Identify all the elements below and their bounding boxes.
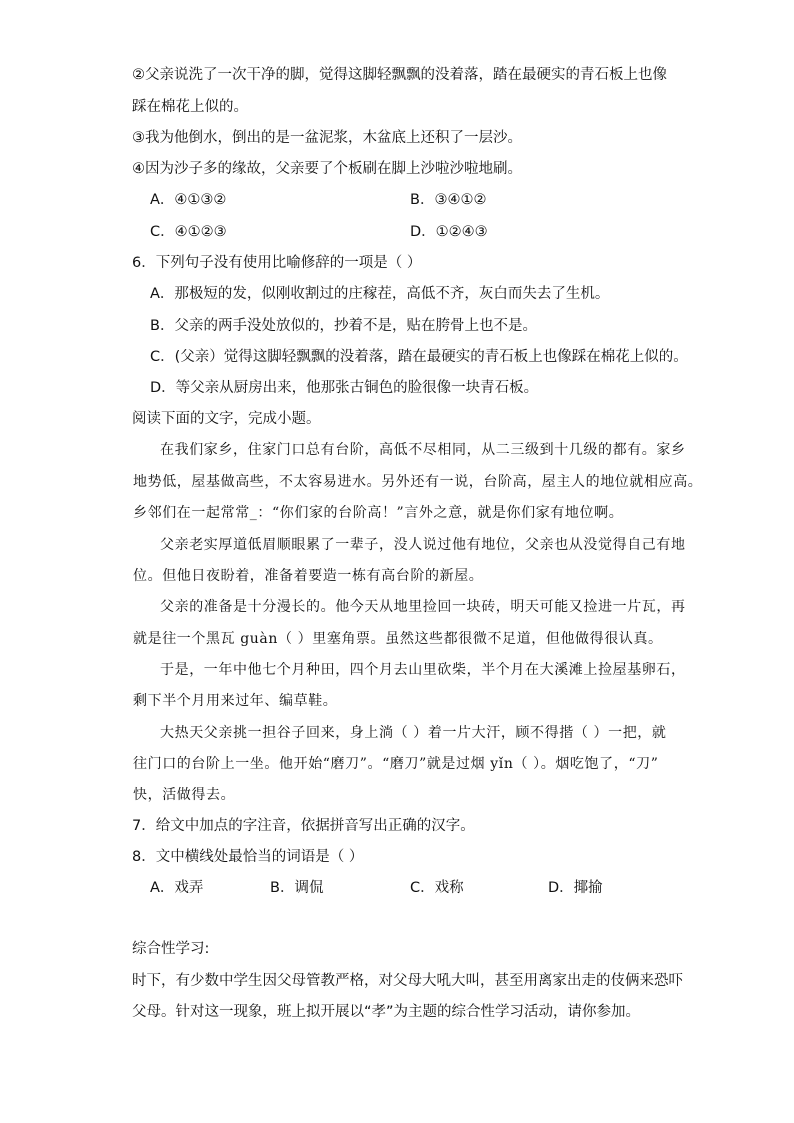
passage-line: 往门口的台阶上一坐。他开始“磨刀”。“磨刀”就是过烟 yǐn（ ）。烟吃饱了，“刀” (133, 756, 659, 772)
passage-line: 乡邻们在一起常常_：“你们家的台阶高！”言外之意，就是你们家有地位啊。 (133, 505, 624, 521)
reading-intro: 阅读下面的文字，完成小题。 (132, 411, 321, 427)
q5-option-d[interactable]: D．①②④③ (410, 224, 488, 240)
passage-line: 父亲老实厚道低眉顺眼累了一辈子，没人说过他有地位，父亲也从没觉得自己有地 (160, 537, 686, 553)
q7-stem: 7．给文中加点的字注音，依据拼音写出正确的汉字。 (132, 818, 475, 834)
q5-option-b[interactable]: B．③④①② (410, 192, 487, 208)
text-line: ④因为沙子多的缘故，父亲要了个板刷在脚上沙啦沙啦地刷。 (132, 161, 522, 177)
section-title: 综合性学习: (132, 941, 210, 957)
q5-option-c[interactable]: C．④①②③ (150, 224, 227, 240)
q8-stem: 8．文中横线处最恰当的词语是（ ） (132, 849, 364, 865)
passage-line: 父亲的准备是十分漫长的。他今天从地里捡回一块砖，明天可能又捡进一片瓦，再 (160, 599, 686, 615)
text-line: 踩在棉花上似的。 (132, 99, 248, 115)
passage-line: 就是往一个黑瓦 guàn（ ）里塞角票。虽然这些都很微不足道，但他做得很认真。 (133, 631, 663, 647)
text-line: ③我为他倒水，倒出的是一盆泥浆，木盆底上还积了一层沙。 (132, 130, 522, 146)
q6-option-a[interactable]: A．那极短的发，似刚收割过的庄稼茬，高低不齐，灰白而失去了生机。 (150, 286, 610, 302)
text-line: ②父亲说洗了一次干净的脚，觉得这脚轻飘飘的没着落，踏在最硬实的青石板上也像 (132, 67, 667, 83)
q8-option-d[interactable]: D．揶揄 (548, 880, 603, 896)
passage-line: 大热天父亲挑一担谷子回来，身上淌（ ）着一片大汗，顾不得揩（ ）一把，就 (160, 725, 667, 741)
passage-line: 地势低，屋基做高些，不太容易进水。另外还有一说，台阶高，屋主人的地位就相应高。 (133, 474, 703, 490)
passage-line: 快，活做得去。 (133, 787, 236, 803)
q8-option-b[interactable]: B．调侃 (270, 880, 324, 896)
q8-option-a[interactable]: A．戏弄 (150, 880, 204, 896)
q6-option-b[interactable]: B．父亲的两手没处放似的，抄着不是，贴在胯骨上也不是。 (150, 318, 537, 334)
q6-option-c[interactable]: C．(父亲）觉得这脚轻飘飘的没着落，踏在最硬实的青石板上也像踩在棉花上似的。 (150, 349, 688, 365)
passage-line: 剩下半个月用来过年、编草鞋。 (133, 693, 338, 709)
section-text-line: 父母。针对这一现象，班上拟开展以“孝”为主题的综合性学习活动，请你参加。 (132, 1004, 641, 1020)
passage-line: 位。但他日夜盼着，准备着要造一栋有高台阶的新屋。 (133, 568, 484, 584)
passage-line: 在我们家乡，住家门口总有台阶，高低不尽相同，从二三级到十几级的都有。家乡 (160, 442, 686, 458)
section-text-line: 时下，有少数中学生因父母管教严格，对父母大吼大叫，甚至用离家出走的伎俩来恐吓 (132, 973, 683, 989)
q5-option-a[interactable]: A．④①③② (150, 192, 227, 208)
q6-option-d[interactable]: D．等父亲从厨房出来，他那张古铜色的脸很像一块青石板。 (150, 380, 539, 396)
q8-option-c[interactable]: C．戏称 (410, 880, 464, 896)
passage-line: 于是，一年中他七个月种田，四个月去山里砍柴，半个月在大溪滩上捡屋基卵石， (160, 662, 686, 678)
q6-stem: 6．下列句子没有使用比喻修辞的一项是（ ） (132, 255, 422, 271)
